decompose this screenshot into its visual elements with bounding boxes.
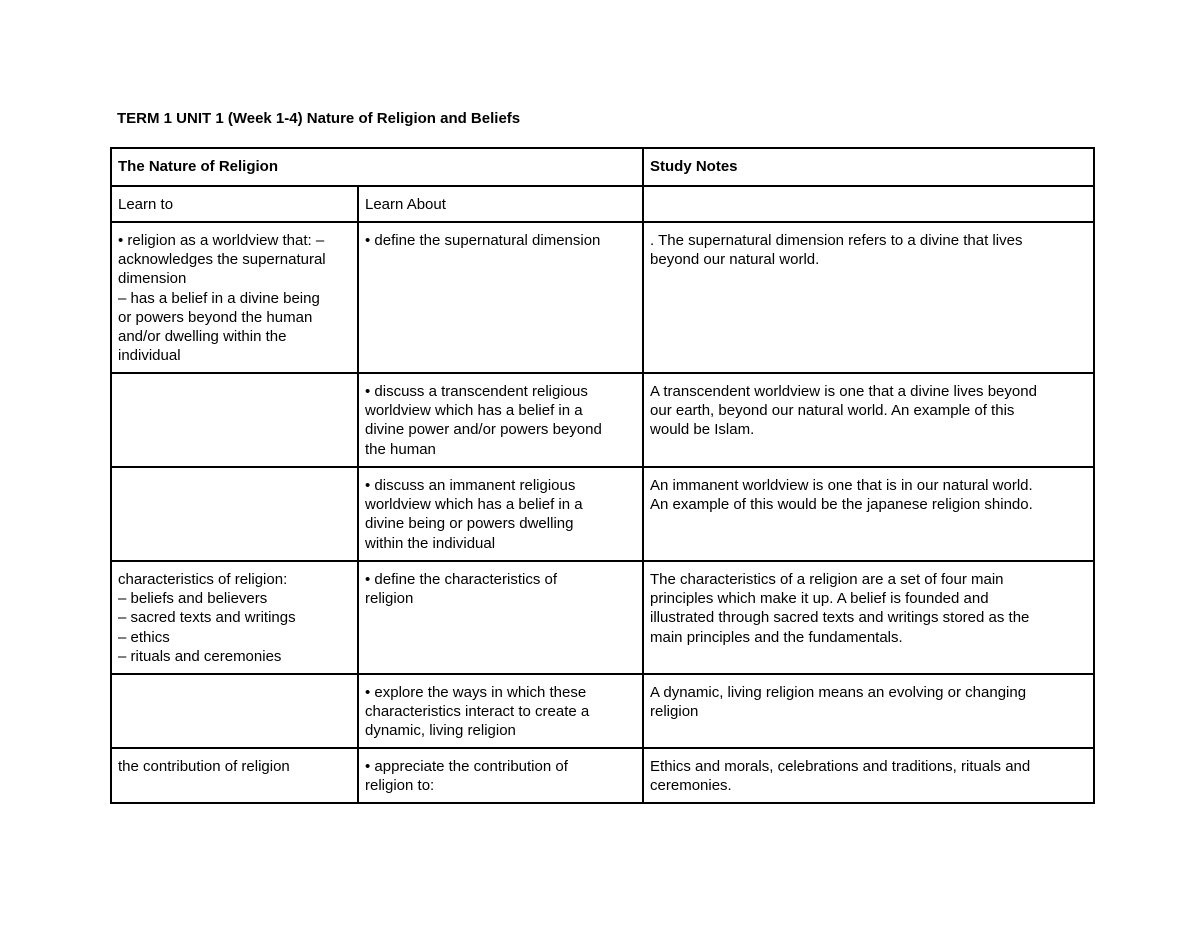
study-notes-cell: A transcendent worldview is one that a divine lives beyond our earth, beyond our natural world. An example of this would be Islam. bbox=[643, 373, 1094, 467]
subheader-learn-about: Learn About bbox=[358, 186, 643, 222]
learn-about-cell: • appreciate the contribution of religion to: bbox=[358, 748, 643, 803]
table-row bbox=[111, 561, 1094, 674]
table-row bbox=[111, 222, 1094, 373]
table-row bbox=[111, 373, 1094, 467]
study-notes-table bbox=[110, 147, 1095, 804]
table-row bbox=[111, 748, 1094, 803]
study-notes-cell: An immanent worldview is one that is in our natural world. An example of this would be the japanese religion shindo. bbox=[643, 467, 1094, 561]
learn-to-cell bbox=[111, 467, 358, 561]
study-notes-cell: The characteristics of a religion are a set of four main principles which make it up. A belief is founded and illustrated through sacred texts and writings stored as the main principles and the fundamentals. bbox=[643, 561, 1094, 674]
learn-about-cell: • define the supernatural dimension bbox=[358, 222, 643, 373]
learn-about-cell: • discuss a transcendent religious worldview which has a belief in a divine power and/or powers beyond the human bbox=[358, 373, 643, 467]
learn-to-cell: the contribution of religion bbox=[111, 748, 358, 803]
learn-to-cell bbox=[111, 674, 358, 748]
subheader-learn-to: Learn to bbox=[111, 186, 358, 222]
study-notes-cell: A dynamic, living religion means an evolving or changing religion bbox=[643, 674, 1094, 748]
subheader-notes bbox=[643, 186, 1094, 222]
table-header-row bbox=[111, 148, 1094, 186]
learn-about-cell: • explore the ways in which these characteristics interact to create a dynamic, living religion bbox=[358, 674, 643, 748]
learn-to-cell: characteristics of religion: – beliefs and believers – sacred texts and writings – ethics – rituals and ceremonies bbox=[111, 561, 358, 674]
table-row bbox=[111, 467, 1094, 561]
table-row bbox=[111, 674, 1094, 748]
learn-to-cell: • religion as a worldview that: – acknowledges the supernatural dimension – has a belief in a divine being or powers beyond the human and/or dwelling within the individual bbox=[111, 222, 358, 373]
header-nature-of-religion: The Nature of Religion bbox=[111, 148, 643, 186]
learn-to-cell bbox=[111, 373, 358, 467]
header-study-notes: Study Notes bbox=[643, 148, 1094, 186]
learn-about-cell: • discuss an immanent religious worldview which has a belief in a divine being or powers dwelling within the individual bbox=[358, 467, 643, 561]
document-title: TERM 1 UNIT 1 (Week 1-4) Nature of Religion and Beliefs bbox=[117, 110, 521, 127]
table-subheader-row bbox=[111, 186, 1094, 222]
learn-about-cell: • define the characteristics of religion bbox=[358, 561, 643, 674]
study-notes-cell: . The supernatural dimension refers to a divine that lives beyond our natural world. bbox=[643, 222, 1094, 373]
study-notes-cell: Ethics and morals, celebrations and traditions, rituals and ceremonies. bbox=[643, 748, 1094, 803]
